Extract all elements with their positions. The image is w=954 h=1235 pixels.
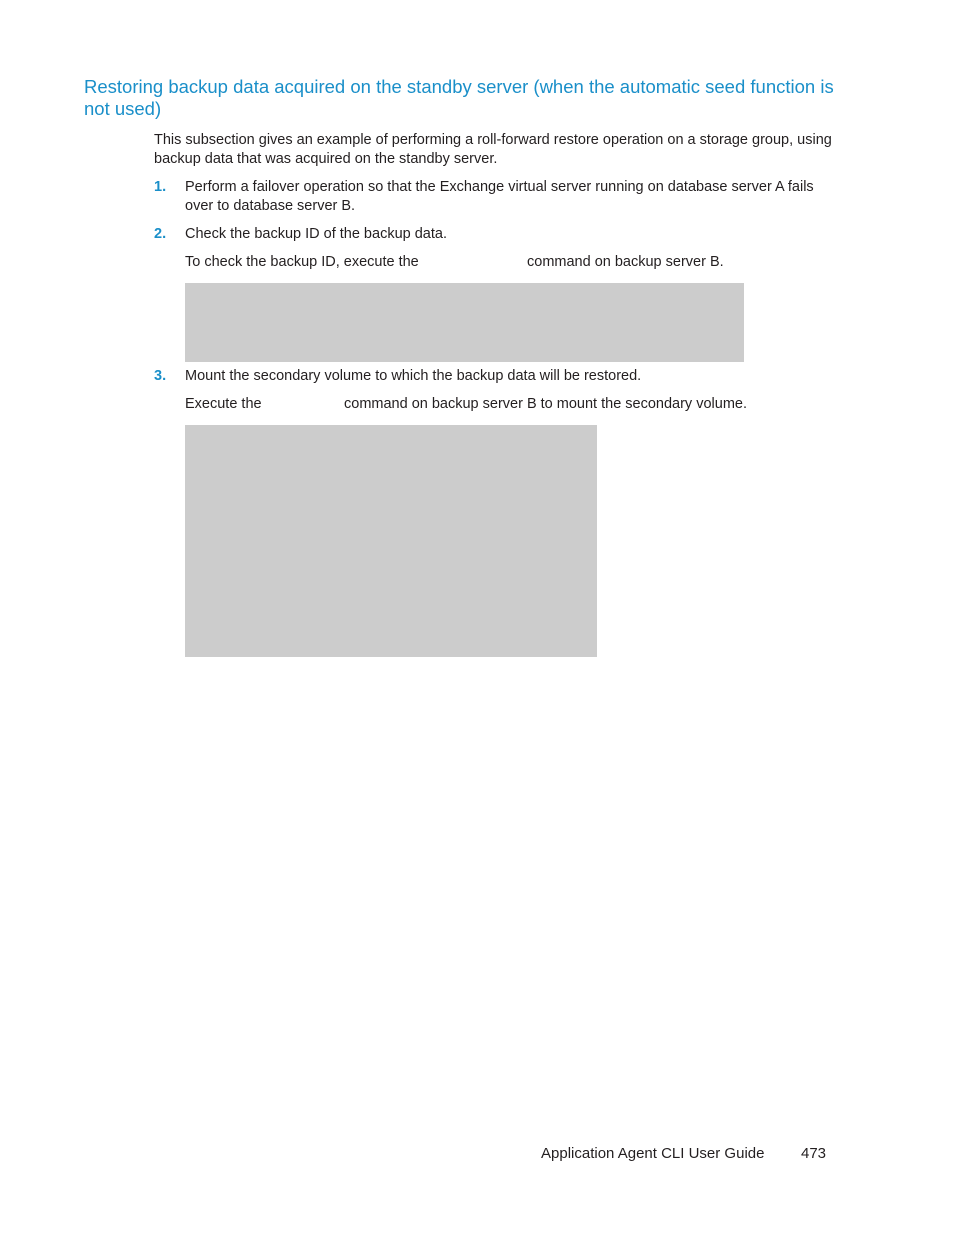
footer-guide-title: Application Agent CLI User Guide bbox=[541, 1145, 765, 1162]
section-heading: Restoring backup data acquired on the standby server (when the automatic seed function is not used) bbox=[84, 76, 834, 119]
step-2-code-block bbox=[185, 283, 744, 362]
footer-page-number: 473 bbox=[801, 1145, 827, 1162]
step-2-number: 2. bbox=[154, 226, 167, 242]
intro-paragraph: This subsection gives an example of performing a roll-forward restore operation on a storage group, using backup data that was acquired on the standby server. bbox=[154, 132, 832, 167]
step-1-text: Perform a failover operation so that the Exchange virtual server running on database server A fails over to database server B. bbox=[185, 179, 814, 214]
step-3-text: Mount the secondary volume to which the backup data will be restored. bbox=[185, 368, 642, 384]
step-3-detail-after: command on backup server B to mount the secondary volume. bbox=[344, 396, 747, 412]
step-2-detail-before: To check the backup ID, execute the bbox=[185, 254, 419, 270]
step-3-number: 3. bbox=[154, 368, 167, 384]
step-3-code-block bbox=[185, 425, 597, 657]
step-1-number: 1. bbox=[154, 179, 167, 195]
step-2-text: Check the backup ID of the backup data. bbox=[185, 226, 447, 242]
step-3-detail-before: Execute the bbox=[185, 396, 262, 412]
step-2-detail-after: command on backup server B. bbox=[527, 254, 724, 270]
